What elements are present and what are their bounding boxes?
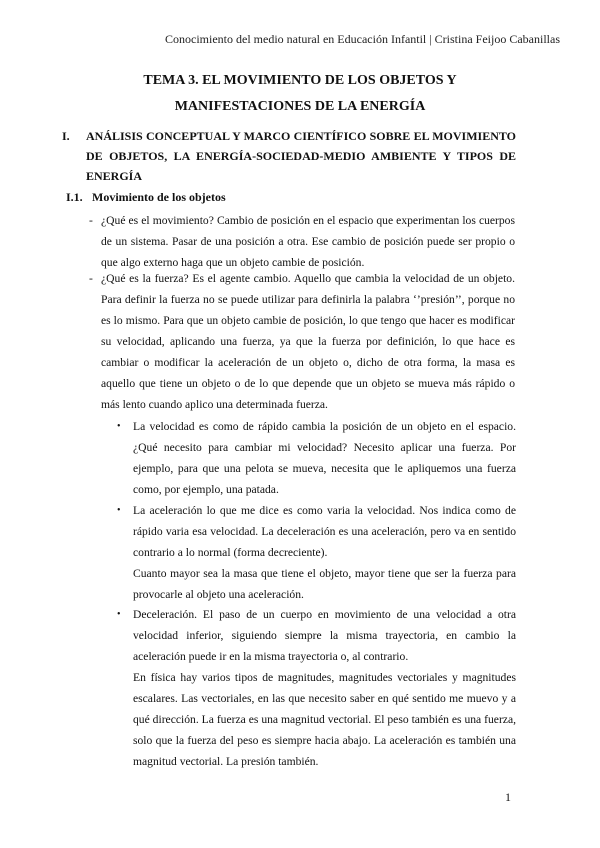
bullet-text: Deceleración. El paso de un cuerpo en movimiento de una velocidad a otra velocidad inferior, siguiendo siempre la misma trayectoria, en cambio la aceleración puede ir en la misma trayectoria o, al contrario.: [133, 608, 516, 663]
bullet-text: La velocidad es como de rápido cambia la posición de un objeto en el espacio. ¿Qué necesito para cambiar mi velocidad? Necesito aplicar una fuerza. Por ejemplo, para que una pelota se mueva, necesita que le apliquemos una fuerza como, por ejemplo, una patada.: [133, 420, 516, 496]
bullet-item: [117, 416, 516, 500]
bullet-marker: •: [117, 609, 121, 620]
chapter-title-line-2: MANIFESTACIONES DE LA ENERGÍA: [174, 99, 426, 114]
bullet-marker: •: [117, 421, 121, 432]
chapter-title-line-1: TEMA 3. EL MOVIMIENTO DE LOS OBJETOS Y: [143, 73, 457, 88]
bullet-text-continuation: En física hay varios tipos de magnitudes, magnitudes vectoriales y magnitudes escalares. Las vectoriales, en las que necesito saber en qué sentido me muevo y a qué dirección. La fuerza es una magnitud vectorial. El peso también es una fuerza, solo que la fuerza del peso es siempre hacia abajo. La aceleración es también una magnitud vectorial. La presión también.: [133, 671, 516, 768]
list-item-text: ¿Qué es el movimiento? Cambio de posición en el espacio que experimentan los cuerpos de un sistema. Pasar de una posición a otra. Ese cambio de posición puede ser propio o que algo externo haga que un objeto cambie de posición.: [101, 214, 515, 269]
page-number: 1: [505, 790, 511, 804]
subsection-title: Movimiento de los objetos: [92, 190, 226, 204]
chapter-title: [0, 68, 600, 120]
subsection-number: I.1.: [66, 190, 83, 204]
bullet-text: La aceleración lo que me dice es como varia la velocidad. Nos indica como de rápido varia esa velocidad. La deceleración es una aceleración, pero va en sentido contrario a lo normal (forma decreciente).: [133, 504, 516, 559]
list-item: [89, 210, 515, 273]
section-heading: [62, 126, 516, 186]
section-number: I.: [62, 129, 70, 143]
running-header: Conocimiento del medio natural en Educación Infantil | Cristina Feijoo Cabanillas: [165, 32, 560, 46]
dash-marker: -: [89, 214, 93, 227]
list-item: [89, 268, 515, 415]
section-title: ANÁLISIS CONCEPTUAL Y MARCO CIENTÍFICO SOBRE EL MOVIMIENTO DE OBJETOS, LA ENERGÍA-SOCIEDAD-MEDIO AMBIENTE Y TIPOS DE ENERGÍA: [86, 129, 516, 183]
bullet-marker: •: [117, 505, 121, 516]
bullet-text-continuation: Cuanto mayor sea la masa que tiene el objeto, mayor tiene que ser la fuerza para provocarle al objeto una aceleración.: [133, 567, 516, 601]
bullet-item: [117, 604, 516, 772]
bullet-item: [117, 500, 516, 605]
list-item-text: ¿Qué es la fuerza? Es el agente cambio. Aquello que cambia la velocidad de un objeto. Para definir la fuerza no se puede utilizar para definirla la palabra ‘’presión’’, porque no es lo mismo. Para que un objeto cambie de posición, lo que tengo que hacer es modificar su velocidad, aplicando una fuerza, ya que la fuerza por definición, lo que hace es cambiar o modificar la aceleración de un objeto o, dicho de otra forma, la masa es aquello que tiene un objeto o de lo que depende que un objeto se mueva más rápido o más lento cuando aplico una determinada fuerza.: [101, 272, 515, 411]
dash-marker: -: [89, 272, 93, 285]
subsection-heading: [66, 190, 226, 205]
